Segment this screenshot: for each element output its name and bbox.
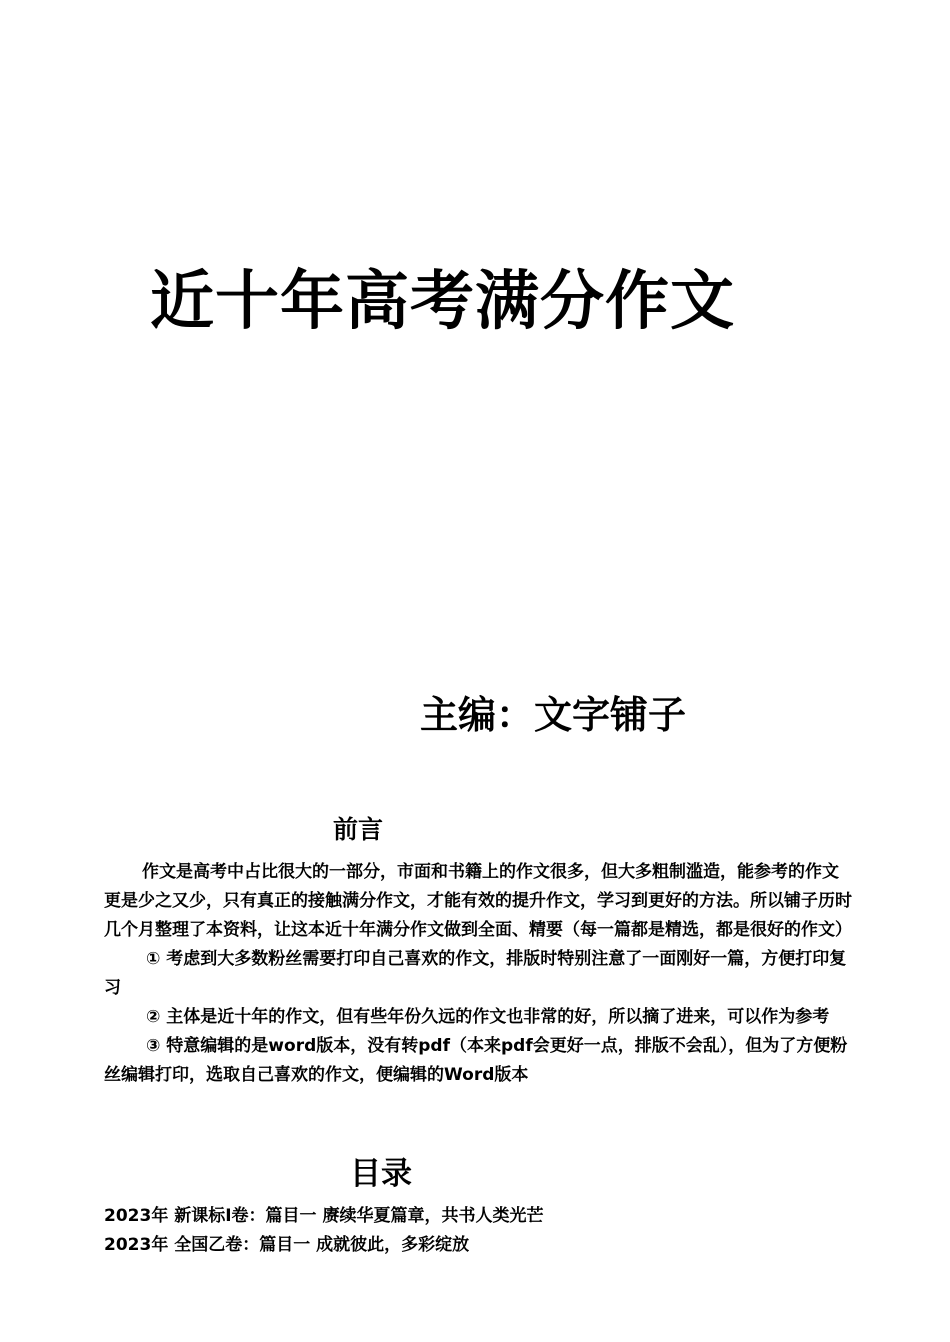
- preface-heading: 前言: [333, 815, 384, 844]
- toc-entry[interactable]: 2023年 全国乙卷：篇目一 成就彼此，多彩绽放: [104, 1235, 470, 1255]
- editor-credit: 主编：文字铺子: [420, 693, 687, 737]
- document-title: 近十年高考满分作文: [150, 264, 735, 339]
- preface-intro-paragraph: 作文是高考中占比很大的一部分，市面和书籍上的作文很多，但大多粗制滥造，能参考的作文更是少之又少，只有真正的接触满分作文，才能有效的提升作文，学习到更好的方法。所以铺子历时几个月整理了本资料，让这本近十年满分作文做到全面、精要（每一篇都是精选，都是很好的作文）: [104, 862, 852, 940]
- preface-body: [104, 858, 852, 1090]
- preface-point-3: ③ 特意编辑的是word版本，没有转pdf（本来pdf会更好一点，排版不会乱），但为了方便粉丝编辑打印，选取自己喜欢的作文，便编辑的Word版本: [104, 1036, 848, 1085]
- toc-entry[interactable]: 2023年 新课标Ⅰ卷：篇目一 赓续华夏篇章，共书人类光芒: [104, 1206, 544, 1226]
- toc-list: [104, 1202, 543, 1260]
- preface-point-2: ② 主体是近十年的作文，但有些年份久远的作文也非常的好，所以摘了进来，可以作为参考: [146, 1007, 830, 1027]
- preface-point-1: ① 考虑到大多数粉丝需要打印自己喜欢的作文，排版时特别注意了一面刚好一篇，方便打印复习: [104, 949, 847, 998]
- toc-heading: 目录: [350, 1156, 412, 1192]
